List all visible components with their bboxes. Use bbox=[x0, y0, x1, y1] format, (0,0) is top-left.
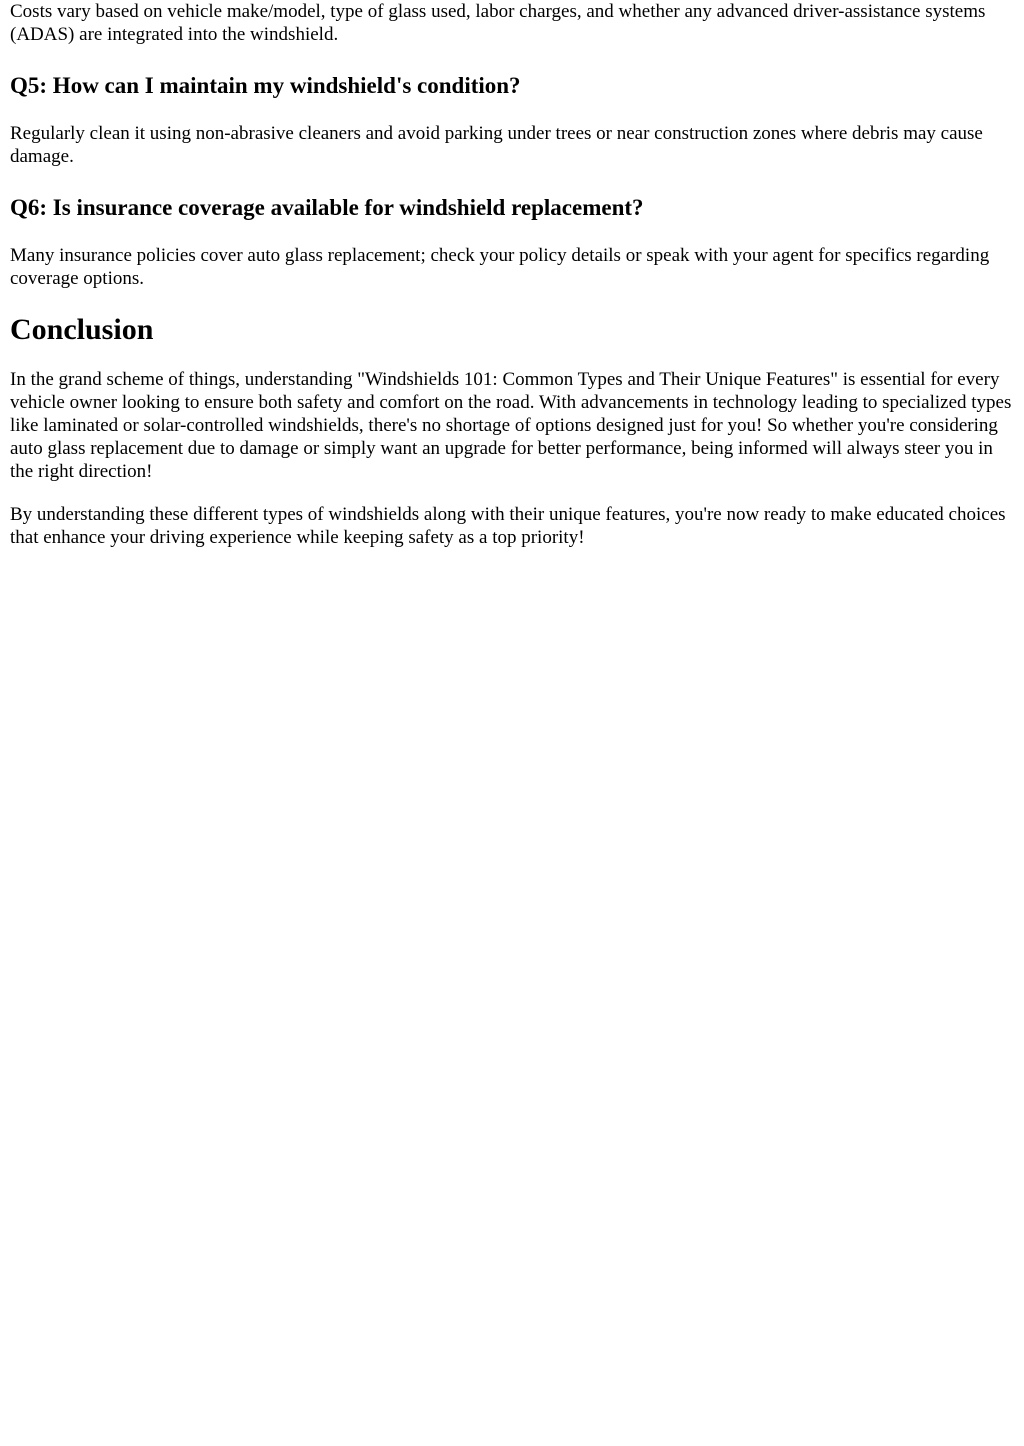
conclusion-paragraph: By understanding these different types of windshields along with their unique features, you're now ready to make educated choices that enhance your driving experience while keeping safety as a top priority! bbox=[10, 504, 1006, 548]
faq-answer-q4: Costs vary based on vehicle make/model, type of glass used, labor charges, and whether any advanced driver-assistance systems (ADAS) are integrated into the windshield. bbox=[10, 1, 986, 45]
conclusion-heading: Conclusion bbox=[10, 313, 154, 346]
faq-answer-q6: Many insurance policies cover auto glass replacement; check your policy details or speak with your agent for specifics regarding coverage options. bbox=[10, 245, 990, 289]
conclusion-paragraph: In the grand scheme of things, understanding "Windshields 101: Common Types and Their Unique Features" is essential for every vehicle owner looking to ensure both safety and comfort on the road. With advancements in technology leading to specialized types like laminated or solar-controlled windshields, there's no shortage of options designed just for you! So whether you're considering auto glass replacement due to damage or simply want an upgrade for better performance, being informed will always steer you in the right direction! bbox=[10, 369, 1012, 482]
faq-answer-q5: Regularly clean it using non-abrasive cleaners and avoid parking under trees or near construction zones where debris may cause damage. bbox=[10, 123, 983, 167]
faq-question-q6: Q6: Is insurance coverage available for windshield replacement? bbox=[10, 195, 644, 220]
faq-question-q5: Q5: How can I maintain my windshield's condition? bbox=[10, 73, 521, 98]
